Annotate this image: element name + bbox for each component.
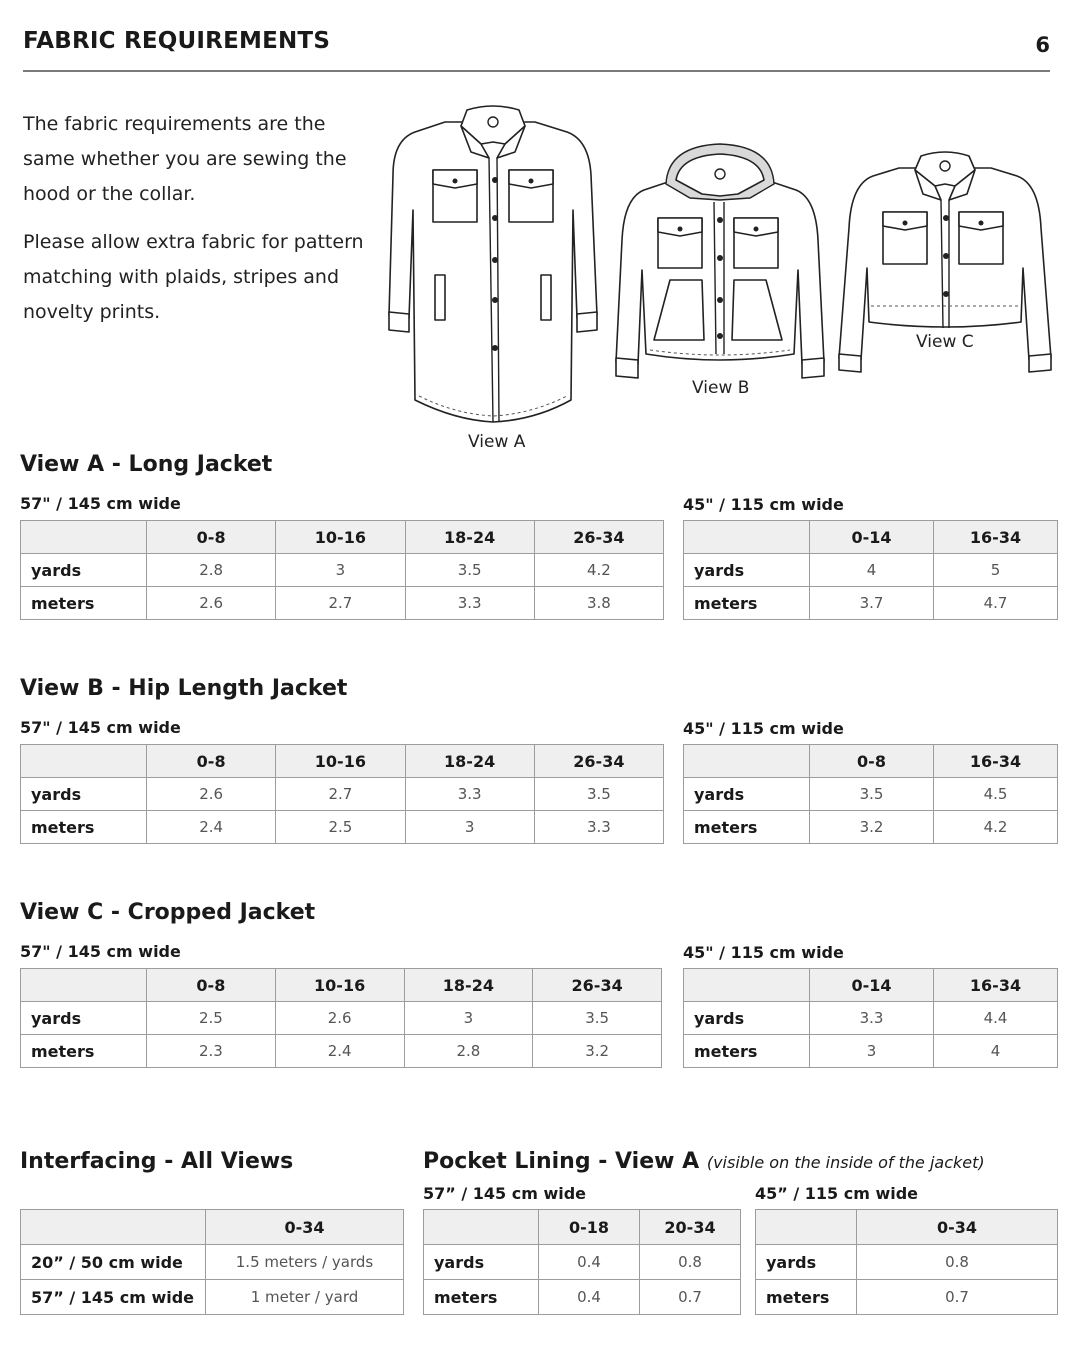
interfacing-title: Interfacing - All Views — [20, 1149, 294, 1174]
size-header: 0-8 — [147, 521, 276, 554]
view-c-title: View C - Cropped Jacket — [20, 900, 316, 925]
table-cell: 4 — [810, 554, 934, 587]
table-cell: 4.4 — [934, 1002, 1058, 1035]
row-label-meters: meters — [756, 1280, 857, 1315]
row-label-yards: yards — [684, 778, 810, 811]
view-a-57-label: 57" / 145 cm wide — [20, 494, 181, 513]
table-corner — [684, 521, 810, 554]
table-corner — [21, 745, 147, 778]
pocket-lining-note: (visible on the inside of the jacket) — [706, 1153, 985, 1172]
table-corner — [684, 969, 810, 1002]
table-cell: 2.6 — [147, 778, 276, 811]
row-label-yards: yards — [21, 554, 147, 587]
jacket-view-b-illustration — [610, 140, 830, 385]
table-row — [684, 811, 1058, 844]
pocket-lining-57-table — [423, 1209, 741, 1315]
table-cell: 0.4 — [539, 1245, 640, 1280]
table-row — [21, 1280, 404, 1315]
table-row — [424, 1280, 741, 1315]
size-header: 0-34 — [206, 1210, 404, 1245]
table-row — [684, 778, 1058, 811]
intro-paragraph-2: Please allow extra fabric for pattern matching with plaids, stripes and novelty prints. — [23, 231, 364, 323]
table-corner — [21, 969, 147, 1002]
view-c-45-label: 45" / 115 cm wide — [683, 943, 844, 962]
table-row — [684, 1035, 1058, 1068]
view-b-57-table — [20, 744, 664, 844]
row-label-yards: yards — [684, 554, 810, 587]
table-cell: 0.4 — [539, 1280, 640, 1315]
view-b-45-table — [683, 744, 1058, 844]
table-cell: 1.5 meters / yards — [206, 1245, 404, 1280]
table-row — [21, 1245, 404, 1280]
table-cell: 5 — [934, 554, 1058, 587]
view-c-57-table — [20, 968, 662, 1068]
table-row — [21, 554, 664, 587]
table-cell: 3 — [276, 554, 405, 587]
table-cell: 3.3 — [810, 1002, 934, 1035]
page-title: FABRIC REQUIREMENTS — [23, 28, 331, 54]
view-b-57-label: 57" / 145 cm wide — [20, 718, 181, 737]
size-header: 18-24 — [405, 521, 534, 554]
size-header: 0-18 — [539, 1210, 640, 1245]
table-row — [684, 554, 1058, 587]
table-cell: 3.3 — [405, 587, 534, 620]
table-cell: 3.5 — [533, 1002, 662, 1035]
row-label-meters: meters — [684, 1035, 810, 1068]
table-cell: 3.5 — [405, 554, 534, 587]
table-header-row — [21, 521, 664, 554]
view-a-45-table — [683, 520, 1058, 620]
pocket-lining-57-label: 57” / 145 cm wide — [423, 1184, 587, 1203]
size-header: 10-16 — [275, 969, 404, 1002]
table-cell: 2.4 — [275, 1035, 404, 1068]
table-cell: 2.4 — [147, 811, 276, 844]
table-cell: 2.6 — [147, 587, 276, 620]
table-header-row — [684, 521, 1058, 554]
row-label-meters: meters — [21, 587, 147, 620]
row-label-meters: meters — [424, 1280, 539, 1315]
row-label-yards: yards — [756, 1245, 857, 1280]
row-label-yards: yards — [21, 1002, 147, 1035]
table-cell: 3.5 — [810, 778, 934, 811]
header-divider — [23, 70, 1050, 72]
table-cell: 3.7 — [810, 587, 934, 620]
size-header: 18-24 — [405, 745, 534, 778]
table-cell: 2.5 — [147, 1002, 276, 1035]
table-cell: 1 meter / yard — [206, 1280, 404, 1315]
table-cell: 3.3 — [534, 811, 663, 844]
table-cell: 2.3 — [147, 1035, 276, 1068]
table-cell: 2.7 — [276, 587, 405, 620]
size-header: 16-34 — [934, 969, 1058, 1002]
size-header: 0-8 — [147, 969, 276, 1002]
pocket-lining-45-label: 45” / 115 cm wide — [755, 1184, 919, 1203]
table-corner — [21, 521, 147, 554]
table-row — [21, 811, 664, 844]
table-cell: 2.8 — [147, 554, 276, 587]
row-label-yards: yards — [424, 1245, 539, 1280]
table-header-row — [424, 1210, 741, 1245]
table-header-row — [684, 745, 1058, 778]
view-a-45-label: 45" / 115 cm wide — [683, 495, 844, 514]
row-label-meters: meters — [21, 1035, 147, 1068]
table-corner — [21, 1210, 206, 1245]
size-header: 0-8 — [147, 745, 276, 778]
size-header: 26-34 — [534, 745, 663, 778]
size-header: 10-16 — [276, 521, 405, 554]
size-header: 20-34 — [640, 1210, 741, 1245]
table-cell: 2.6 — [275, 1002, 404, 1035]
table-cell: 4.7 — [934, 587, 1058, 620]
table-row — [684, 1002, 1058, 1035]
view-a-title: View A - Long Jacket — [20, 452, 273, 477]
size-header: 18-24 — [404, 969, 533, 1002]
table-cell: 3 — [405, 811, 534, 844]
row-label-yards: yards — [21, 778, 147, 811]
table-row — [684, 587, 1058, 620]
table-cell: 4 — [934, 1035, 1058, 1068]
table-corner — [424, 1210, 539, 1245]
table-cell: 0.7 — [640, 1280, 741, 1315]
size-header: 16-34 — [934, 745, 1058, 778]
intro-paragraph-1: The fabric requirements are the same whether you are sewing the hood or the collar. — [23, 113, 347, 205]
table-cell: 3.2 — [533, 1035, 662, 1068]
table-header-row — [684, 969, 1058, 1002]
view-b-caption: View B — [692, 378, 750, 398]
table-cell: 0.8 — [640, 1245, 741, 1280]
table-header-row — [756, 1210, 1058, 1245]
view-c-45-table — [683, 968, 1058, 1068]
interfacing-table — [20, 1209, 404, 1315]
jacket-view-a-illustration — [385, 100, 605, 430]
size-header: 10-16 — [276, 745, 405, 778]
table-cell: 0.7 — [857, 1280, 1058, 1315]
row-label-20-wide: 20” / 50 cm wide — [21, 1245, 206, 1280]
size-header: 26-34 — [533, 969, 662, 1002]
pocket-lining-45-table — [755, 1209, 1058, 1315]
view-c-57-label: 57" / 145 cm wide — [20, 942, 181, 961]
table-cell: 2.5 — [276, 811, 405, 844]
view-b-45-label: 45" / 115 cm wide — [683, 719, 844, 738]
table-cell: 3.2 — [810, 811, 934, 844]
row-label-meters: meters — [684, 587, 810, 620]
intro-text — [23, 107, 368, 330]
table-row — [756, 1280, 1058, 1315]
row-label-57-wide: 57” / 145 cm wide — [21, 1280, 206, 1315]
view-b-title: View B - Hip Length Jacket — [20, 676, 348, 701]
table-cell: 4.2 — [934, 811, 1058, 844]
table-cell: 3 — [810, 1035, 934, 1068]
page-number: 6 — [1035, 33, 1050, 57]
table-corner — [756, 1210, 857, 1245]
table-cell: 4.2 — [534, 554, 663, 587]
table-cell: 3.3 — [405, 778, 534, 811]
table-cell: 3.5 — [534, 778, 663, 811]
size-header: 26-34 — [534, 521, 663, 554]
table-row — [756, 1245, 1058, 1280]
view-a-caption: View A — [468, 432, 526, 452]
table-row — [21, 1002, 662, 1035]
table-row — [424, 1245, 741, 1280]
view-a-57-table — [20, 520, 664, 620]
row-label-meters: meters — [684, 811, 810, 844]
table-row — [21, 778, 664, 811]
pocket-lining-title — [423, 1149, 985, 1174]
table-cell: 3.8 — [534, 587, 663, 620]
row-label-meters: meters — [21, 811, 147, 844]
size-header: 0-8 — [810, 745, 934, 778]
size-header: 0-14 — [810, 969, 934, 1002]
table-cell: 3 — [404, 1002, 533, 1035]
row-label-yards: yards — [684, 1002, 810, 1035]
table-row — [21, 1035, 662, 1068]
size-header: 0-34 — [857, 1210, 1058, 1245]
table-header-row — [21, 745, 664, 778]
table-cell: 0.8 — [857, 1245, 1058, 1280]
table-cell: 2.7 — [276, 778, 405, 811]
table-corner — [684, 745, 810, 778]
size-header: 16-34 — [934, 521, 1058, 554]
table-header-row — [21, 1210, 404, 1245]
table-cell: 4.5 — [934, 778, 1058, 811]
table-cell: 2.8 — [404, 1035, 533, 1068]
size-header: 0-14 — [810, 521, 934, 554]
view-c-caption: View C — [916, 332, 974, 352]
table-row — [21, 587, 664, 620]
table-header-row — [21, 969, 662, 1002]
pocket-lining-title-text: Pocket Lining - View A — [423, 1149, 700, 1174]
